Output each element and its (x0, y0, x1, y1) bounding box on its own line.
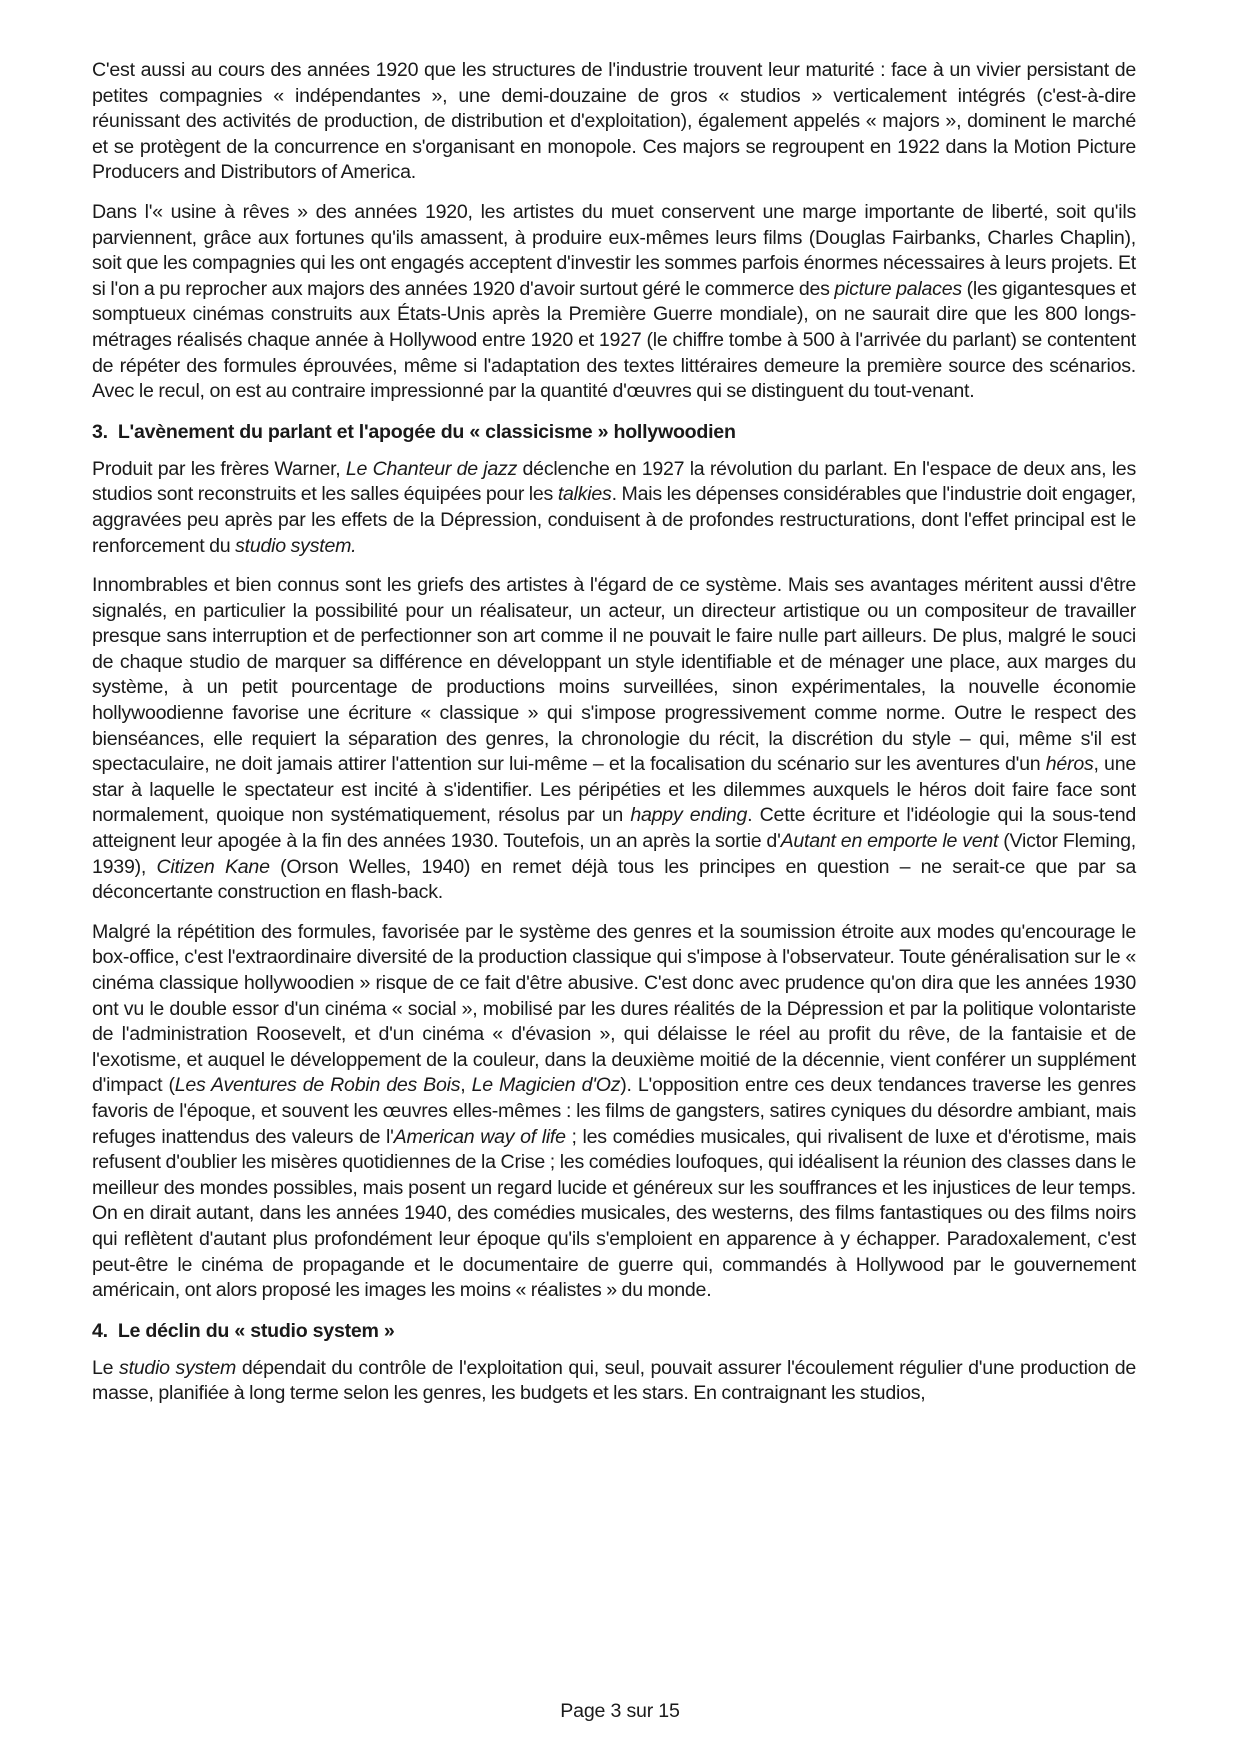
paragraph-chanteur-de-jazz (92, 457, 1136, 559)
section-number: 4. (92, 1319, 108, 1342)
page-number-footer: Page 3 sur 15 (560, 1700, 680, 1722)
italic-text: happy ending (630, 804, 748, 827)
text-run: ). L'opposition entre ces deux tendances traverse les genres favoris de l'époque, et souvent les œuvres elles-mêmes : les films de gangsters, satires cyniques du désordre ambiant, mais refuges inattendus des valeurs de l' (92, 1074, 1136, 1148)
text-run: (Victor Fleming, 1939), (92, 830, 1136, 878)
italic-text: picture palaces (834, 277, 962, 300)
text-run: (Orson Welles, 1940) en remet déjà tous les principes en question – ne serait-ce que par sa déconcertante construction en flash-back. (92, 855, 1136, 904)
italic-text: studio system. (235, 534, 357, 557)
section-number: 3. (92, 420, 108, 443)
italic-text: American way of life (393, 1125, 566, 1148)
italic-text: Citizen Kane (156, 855, 270, 878)
text-run: dépendait du contrôle de l'exploitation qui, seul, pouvait assurer l'écoulement régulier d'une production de masse, planifiée à long terme selon les genres, les budgets et les stars. En contraignant les studios, (92, 1356, 1136, 1405)
paragraph-majors: C'est aussi au cours des années 1920 que les structures de l'industrie trouvent leur maturité : face à un vivier persistant de petites compagnies « indépendantes », une demi-douzaine de gros « studios » verticalement intégrés (c'est-à-dire réunissant des activités de production, de distribution et d'exploitation), également appelés « majors », dominent le marché et se protègent de la concurrence en s'organisant en monopole. Ces majors se regroupent en 1922 dans la Motion Picture Producers and Distributors of America. (92, 59, 1136, 184)
italic-text: Le Magicien d'Oz (471, 1074, 621, 1097)
paragraph-usine-a-reves (92, 200, 1136, 405)
text-run: Produit par les frères Warner, (92, 457, 346, 480)
text-run: (les gigantesques et somptueux cinémas construits aux États-Unis après la Première Guerre mondiale), on ne saurait dire que les 800 longs-métrages réalisés chaque année à Hollywood entre 1920 et 1927 (le chiffre tombe à 500 à l'arrivée du parlant) se contentent de répéter des formules éprouvées, même si l'adaptation des textes littéraires demeure la première source des scénarios. Avec le recul, on est au contraire impressionné par la quantité d'œuvres qui se distinguent du tout-venant. (92, 277, 1136, 403)
text-run: Malgré la répétition des formules, favorisée par le système des genres et la soumission étroite aux modes qu'encourage le box-office, c'est l'extraordinaire diversité de la production classique qui s'impose à l'observateur. Toute généralisation sur le « cinéma classique hollywoodien » risque de ce fait d'être abusive. C'est donc avec prudence qu'on dira que les années 1930 ont vu le double essor d'un cinéma « social », mobilisé par les dures réalités de la Dépression et par la politique volontariste de l'administration Roosevelt, et d'un cinéma « d'évasion », qui délaisse le réel au profit du rêve, de la fantaisie et de l'exotisme, et auquel le développement de la couleur, dans la deuxième moitié de la décennie, vient conférer un supplément d'impact ( (92, 920, 1136, 1097)
section-heading-4 (92, 1318, 1136, 1344)
section-title: Le déclin du « studio system » (117, 1319, 395, 1342)
text-run: ; les comédies musicales, qui rivalisent de luxe et d'érotisme, mais refusent d'oublier les misères quotidiennes de la Crise ; les comédies loufoques, qui idéalisent la réunion des classes dans le meilleur des mondes possibles, mais posent un regard lucide et généreux sur les souffrances et les injustices de leur temps. On en dirait autant, dans les années 1940, des comédies musicales, des westerns, des films fantastiques ou des films noirs qui reflètent d'autant plus profondément leur époque qu'ils s'emploient en apparence à y échapper. Paradoxalement, c'est peut-être le cinéma de propagande et le documentaire de guerre qui, commandés à Hollywood par le gouvernement américain, ont alors proposé les images les moins « réalistes » du monde. (92, 1125, 1137, 1302)
italic-text: studio system (119, 1356, 237, 1379)
text-run: déclenche en 1927 la révolution du parlant. En l'espace de deux ans, les studios sont reconstruits et les salles équipées pour les (92, 457, 1136, 506)
section-heading-3 (92, 419, 1136, 445)
italic-text: Autant en emporte le vent (780, 830, 999, 853)
paragraph-diversite-classique (92, 920, 1136, 1304)
text-run: Le (92, 1356, 120, 1379)
text-run: Innombrables et bien connus sont les griefs des artistes à l'égard de ce système. Mais ses avantages méritent aussi d'être signalés, en particulier la possibilité pour un réalisateur, un acteur, un directeur artistique ou un compositeur de travailler presque sans interruption et de perfectionner son art comme il ne pouvait le faire nulle part ailleurs. De plus, malgré le souci de chaque studio de marquer sa différence en développant un style identifiable et de ménager une place, aux marges du système, à un petit pourcentage de productions moins surveillées, sinon expérimentales, la nouvelle économie hollywoodienne favorise une écriture « classique » qui s'impose progressivement comme norme. Outre le respect des bienséances, elle requiert la séparation des genres, la chronologie du récit, la discrétion du style – qui, même s'il est spectaculaire, ne doit jamais attirer l'attention sur lui-même – et la focalisation du scénario sur les aventures d'un (92, 574, 1136, 776)
italic-text: Les Aventures de Robin des Bois (174, 1074, 461, 1097)
text-run: , une star à laquelle le spectateur est incité à s'identifier. Les péripéties et les dilemmes auxquels le héros doit faire face sont normalement, quoique non systématiquement, résolus par un (92, 753, 1136, 827)
text-run: , (460, 1074, 472, 1097)
italic-text: talkies (557, 483, 612, 506)
paragraph-studio-system (92, 1356, 1136, 1407)
text-run: Dans l'« usine à rêves » des années 1920, les artistes du muet conservent une marge importante de liberté, soit qu'ils parviennent, grâce aux fortunes qu'ils amassent, à produire eux-mêmes leurs films (Douglas Fairbanks, Charles Chaplin), soit que les compagnies qui les ont engagés acceptent d'investir les sommes parfois énormes nécessaires à leurs projets. Et si l'on a pu reprocher aux majors des années 1920 d'avoir surtout géré le commerce des (92, 200, 1136, 300)
document-page (92, 58, 1136, 1421)
paragraph-griefs-des-artistes (92, 573, 1136, 906)
text-run: . Cette écriture et l'idéologie qui la sous-tend atteignent leur apogée à la fin des années 1930. Toutefois, un an après la sortie d' (92, 804, 1137, 853)
italic-text: Le Chanteur de jazz (345, 457, 518, 480)
text-run: . Mais les dépenses considérables que l'industrie doit engager, aggravées peu après par les effets de la Dépression, conduisent à de profondes restructurations, dont l'effet principal est le renforcement du (92, 483, 1136, 557)
italic-text: héros (1045, 753, 1094, 776)
section-title: L'avènement du parlant et l'apogée du « classicisme » hollywoodien (117, 420, 736, 443)
